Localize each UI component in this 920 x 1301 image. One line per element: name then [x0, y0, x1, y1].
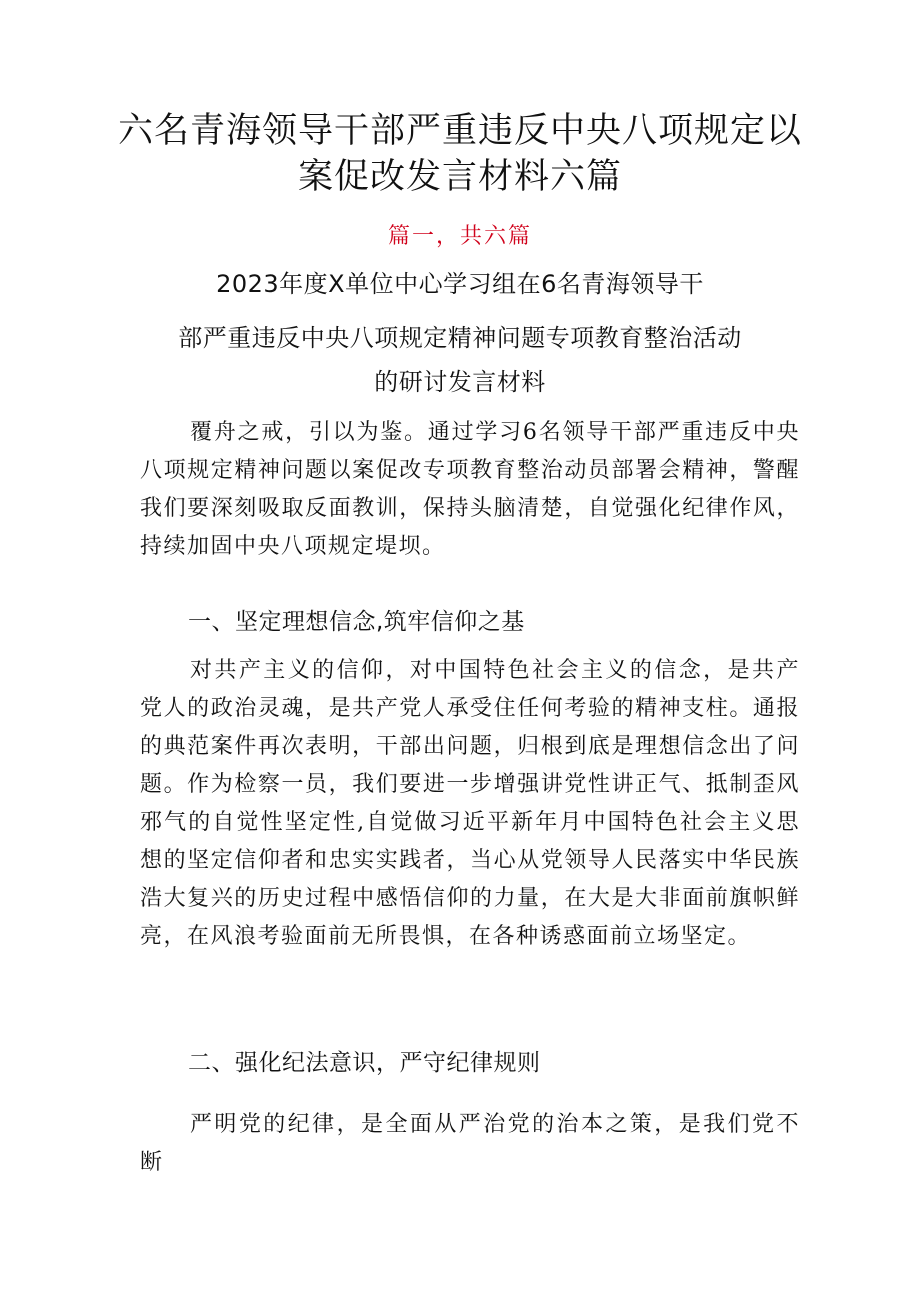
section-body-1: 对共产主义的信仰，对中国特色社会主义的信念，是共产党人的政治灵魂，是共产党人承受住任何考验的精神支柱。通报的典范案件再次表明，干部出问题，归根到底是理想信念出了问题。作为检察一员，我们要进一步增强讲党性讲正气、抵制歪风邪气的自觉性坚定性,自觉做习近平新年月中国特色社会主义思想的坚定信仰者和忠实实践者，当心从党领导人民落实中华民族浩大复兴的历史过程中感悟信仰的力量，在大是大非面前旗帜鲜亮，在风浪考验面前无所畏惧，在各种诱惑面前立场坚定。 — [140, 658, 800, 949]
section-body-2: 严明党的纪律，是全面从严治党的治本之策，是我们党不断 — [140, 1112, 800, 1175]
article-subtitle: 篇一，共六篇 — [387, 224, 532, 249]
section-heading-2: 二、强化纪法意识，严守纪律规则 — [188, 1050, 541, 1076]
document-title-line-1: 六名青海领导干部严重违反中央八项规定以 — [117, 111, 802, 151]
intro-paragraph: 覆舟之戒，引以为鉴。通过学习6名领导干部严重违反中央八项规定精神问题以案促改专项教育整治动员部署会精神，警醒我们要深刻吸取反面教训，保持头脑清楚，自觉强化纪律作风，持续加固中央八项规定堤坝。 — [140, 420, 800, 559]
section-heading-1: 一、坚定理想信念,筑牢信仰之基 — [188, 609, 525, 635]
speech-title-line-2: 部严重违反中央八项规定精神问题专项教育整治活动 — [178, 324, 742, 352]
speech-title-line-3: 的研讨发言材料 — [374, 368, 546, 396]
document-title-line-2: 案促改发言材料六篇 — [297, 157, 622, 197]
speech-title-line-1: 2023年度X单位中心学习组在6名青海领导干 — [216, 270, 704, 298]
